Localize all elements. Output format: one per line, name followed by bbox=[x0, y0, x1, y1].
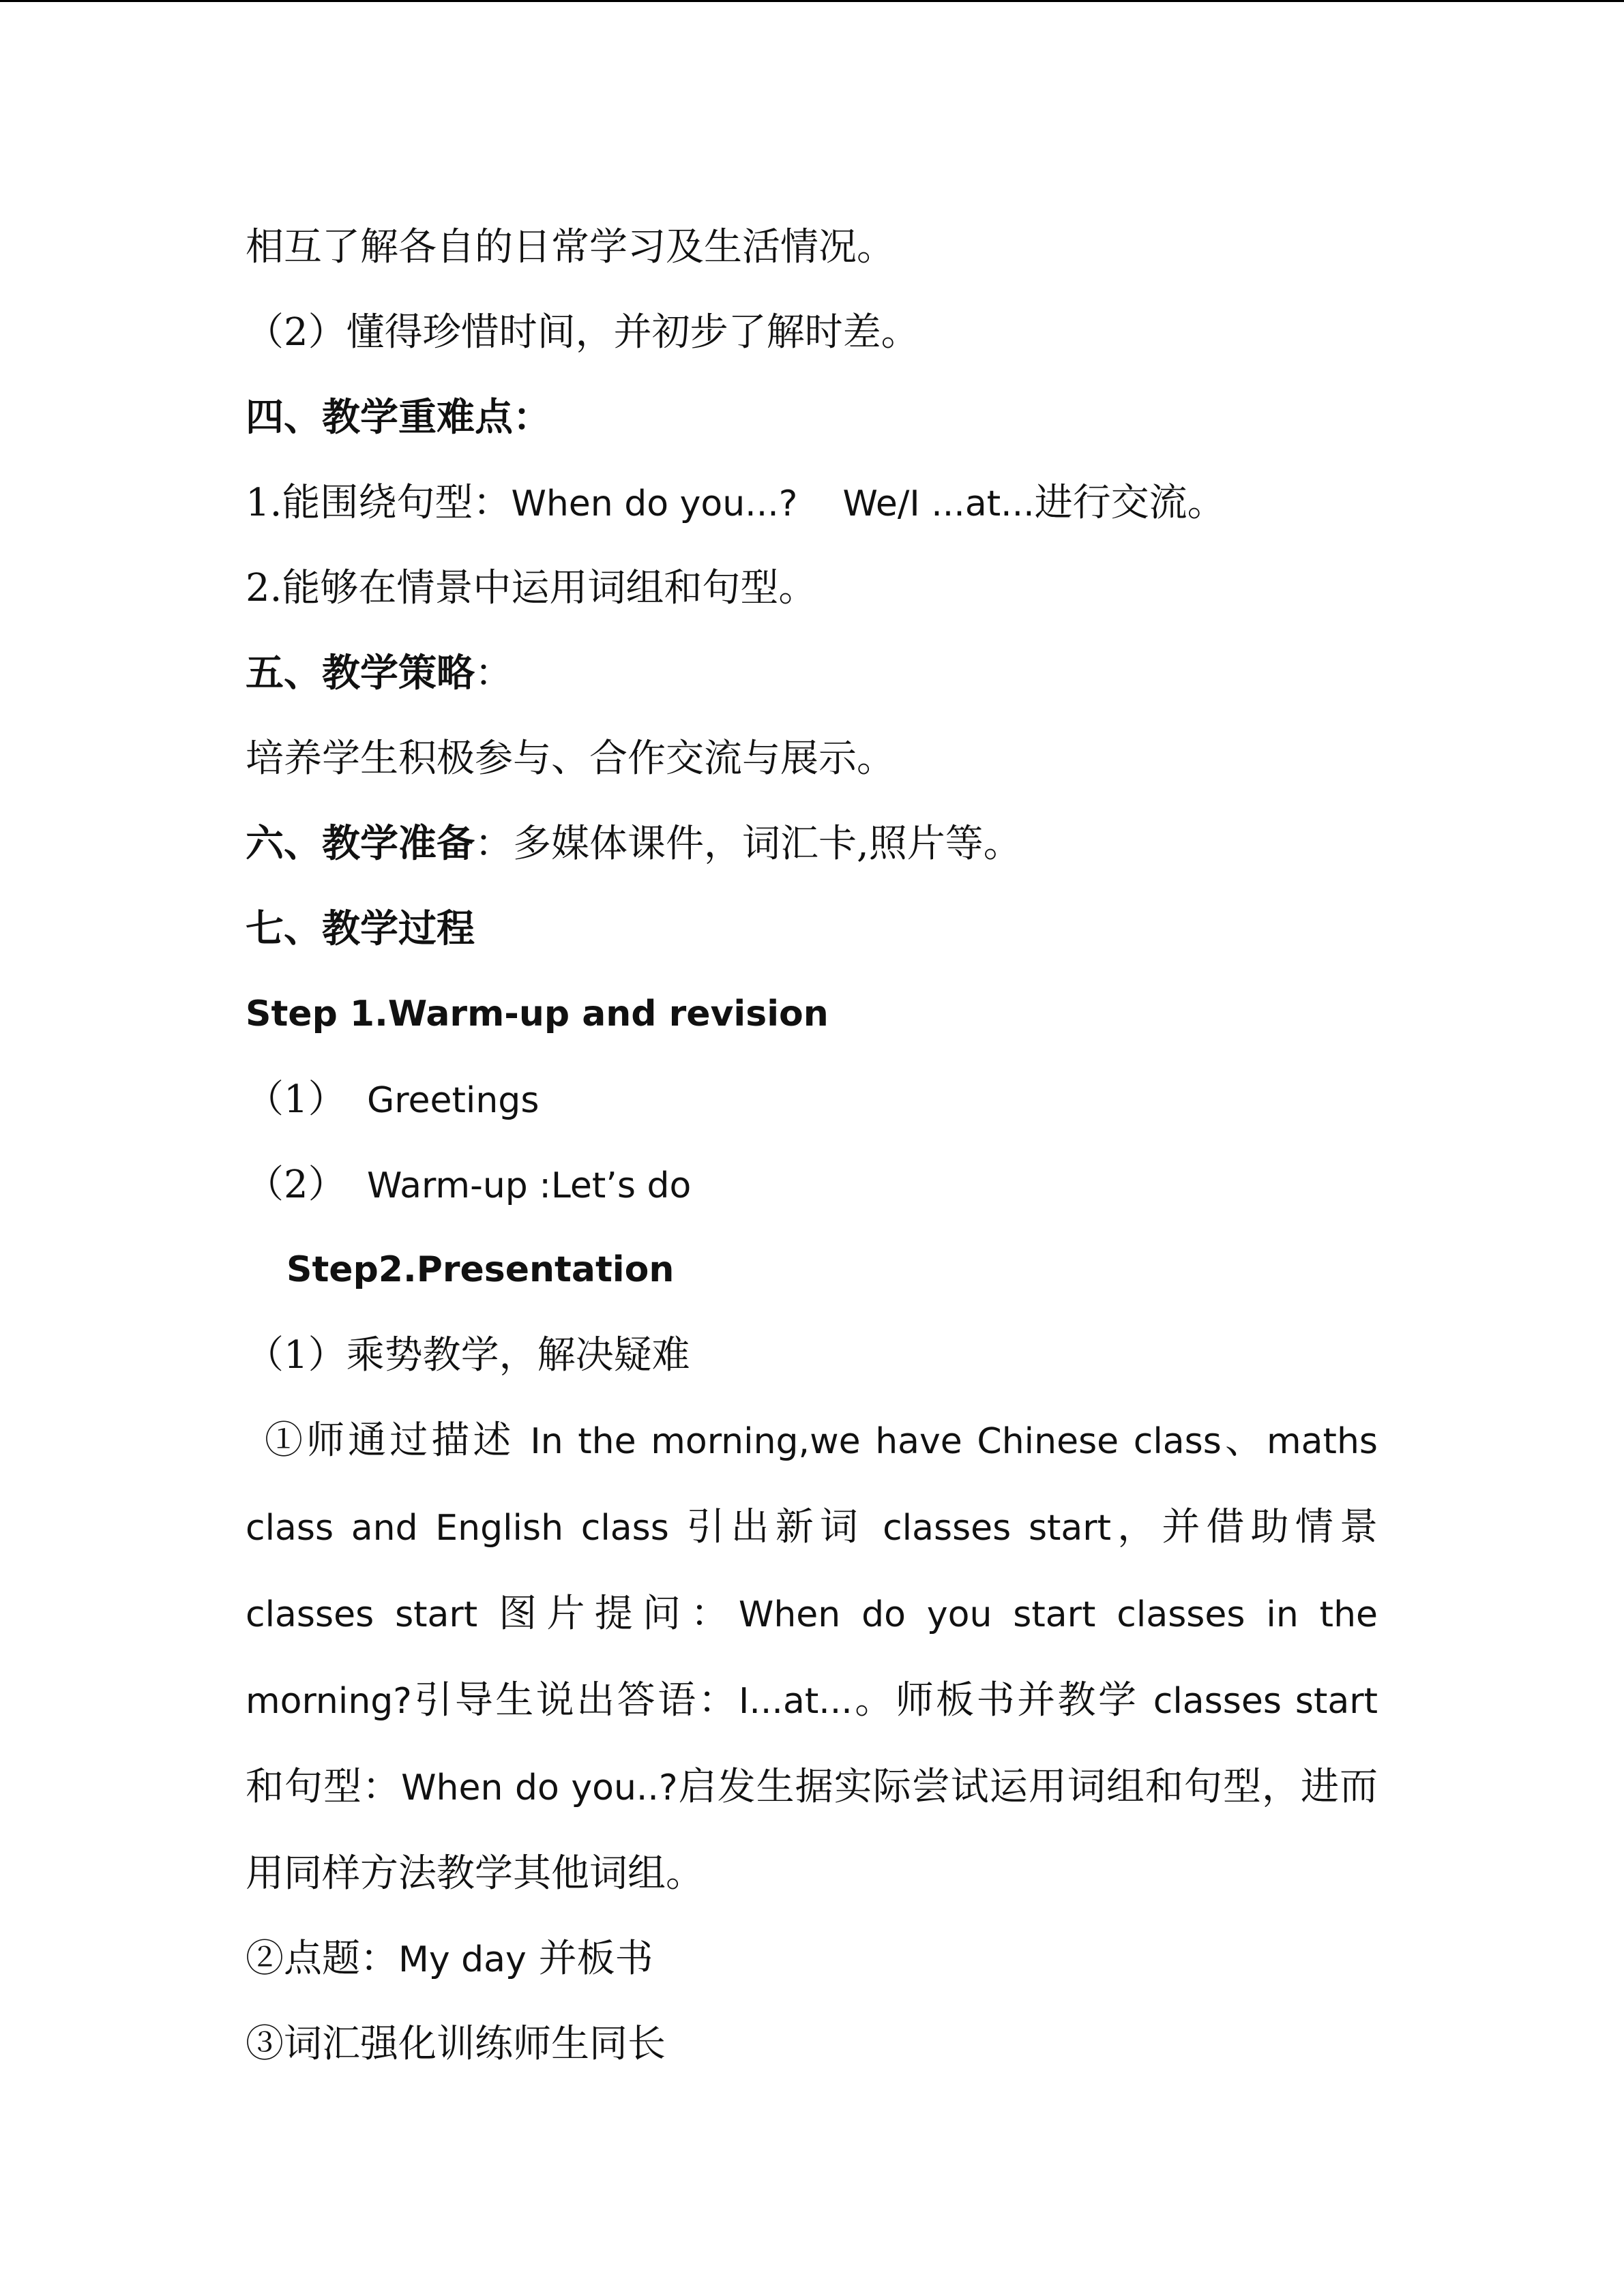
section-6-body: 多媒体课件，词汇卡,照片等。 bbox=[513, 822, 1022, 866]
point-2-prefix: ②点题： bbox=[246, 1937, 398, 1981]
section-4-item-1 bbox=[246, 460, 1378, 546]
point-2-suffix: 并板书 bbox=[526, 1937, 653, 1981]
step-1-item-1 bbox=[246, 1057, 1378, 1142]
step-1-item-2 bbox=[246, 1142, 1378, 1227]
section-5-colon: ： bbox=[475, 651, 513, 696]
step-1-item-1-number: （1） bbox=[246, 1077, 346, 1122]
section-5-heading-line bbox=[246, 631, 1378, 716]
objective-line-1: 相互了解各自的日常学习及生活情况。 bbox=[246, 225, 895, 269]
para-text: 启发生据实际尝试运用词组和句型，进而用同样方法教学其他词组。 bbox=[246, 1765, 1378, 1896]
step-2-sub-1: （1）乘势教学，解决疑难 bbox=[246, 1333, 690, 1377]
section-6-heading: 六、教学准备 bbox=[246, 821, 475, 866]
step-1-item-2-text: Warm-up :Let’s do bbox=[367, 1165, 692, 1206]
point-2-line bbox=[246, 1916, 1378, 2001]
para-text: 图片提问： bbox=[499, 1592, 739, 1636]
document-page bbox=[246, 205, 1378, 2087]
section-6-line bbox=[246, 801, 1378, 886]
para-text: ①师通过描述 bbox=[265, 1418, 531, 1463]
objective-line-2: （2）懂得珍惜时间，并初步了解时差。 bbox=[246, 310, 919, 355]
step-1-item-1-text: Greetings bbox=[367, 1080, 540, 1121]
section-5-heading: 五、教学策略 bbox=[246, 651, 475, 696]
para-text: 引出新词 bbox=[686, 1505, 883, 1549]
para-english: maths class and English class bbox=[246, 1421, 1378, 1549]
para-text: ，并借助情景 bbox=[1111, 1505, 1378, 1549]
page-top-border bbox=[0, 0, 1624, 2]
para-text: 引导生说出答语： bbox=[411, 1678, 739, 1723]
step-2-paragraph bbox=[246, 1398, 1378, 1916]
para-english: classes start bbox=[246, 1594, 499, 1635]
para-english: I...at... bbox=[739, 1681, 853, 1722]
para-text: 。师板书并教学 bbox=[852, 1678, 1153, 1723]
para-english: classes start bbox=[1153, 1681, 1378, 1722]
section-6-colon: ： bbox=[475, 822, 513, 866]
para-text: 和句型： bbox=[246, 1765, 402, 1809]
para-english: When do you start classes in the morning? bbox=[246, 1594, 1378, 1722]
para-english: In the morning,we have Chinese class bbox=[530, 1421, 1222, 1462]
section-4-heading: 四、教学重难点： bbox=[246, 395, 551, 440]
section-7-heading: 七、教学过程 bbox=[246, 906, 475, 951]
section-5-body: 培养学生积极参与、合作交流与展示。 bbox=[246, 736, 895, 781]
section-4-item-2: 2.能够在情景中运用词组和句型。 bbox=[246, 566, 817, 610]
step-1-title: Step 1.Warm-up and revision bbox=[246, 994, 829, 1034]
point-3-line: ③词汇强化训练师生同长 bbox=[246, 2022, 666, 2066]
step-2-title: Step2.Presentation bbox=[286, 1249, 675, 1290]
para-english: classes start bbox=[883, 1508, 1112, 1549]
item-1-sentence-pattern: When do you...? We/I ...at... bbox=[511, 483, 1035, 524]
para-english: When do you..? bbox=[401, 1768, 678, 1808]
point-2-title: My day bbox=[398, 1939, 527, 1980]
para-text: 、 bbox=[1221, 1418, 1267, 1463]
item-1-suffix: 进行交流。 bbox=[1034, 481, 1226, 525]
step-1-item-2-number: （2） bbox=[246, 1163, 346, 1207]
item-1-prefix: 1.能围绕句型： bbox=[246, 481, 512, 525]
